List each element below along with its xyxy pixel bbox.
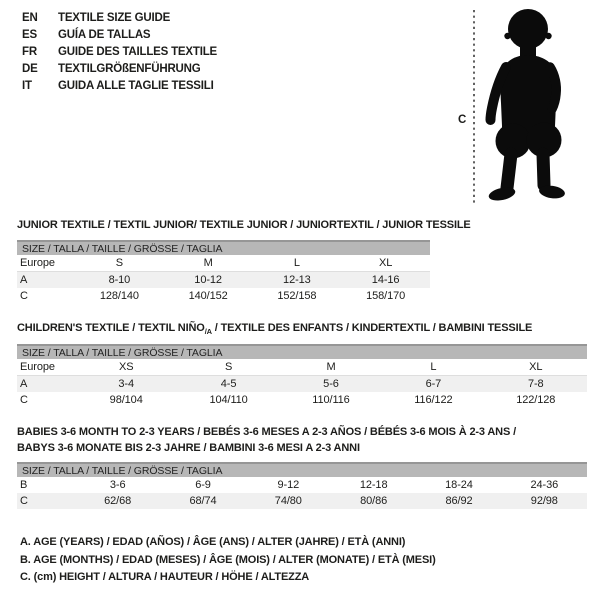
cell: 110/116 bbox=[312, 394, 350, 406]
cell: 3-4 bbox=[75, 376, 177, 393]
col-header: XL bbox=[341, 255, 430, 272]
babies-title-line2: BABYS 3-6 MONATE BIS 2-3 JAHRE / BAMBINI 3-6 MESI A 2-3 ANNI bbox=[17, 442, 360, 454]
baby-leg-right bbox=[543, 154, 544, 185]
cell: 74/80 bbox=[246, 493, 331, 509]
table-row-height bbox=[17, 288, 430, 304]
size-header-label: SIZE / TALLA / TAILLE / GRÖSSE / TAGLIA bbox=[17, 241, 430, 255]
cell: 18-24 bbox=[445, 479, 473, 491]
table-row-months bbox=[17, 477, 587, 493]
legend bbox=[20, 534, 436, 587]
size-header-row bbox=[17, 463, 587, 477]
cell: 6-9 bbox=[195, 479, 211, 491]
lang-row-it bbox=[22, 78, 217, 95]
cell: 12-18 bbox=[359, 479, 388, 491]
row-label: B bbox=[20, 479, 28, 491]
cell: 86/92 bbox=[416, 493, 501, 509]
children-title-post: / TEXTILE DES ENFANTS / KINDERTEXTIL / BAMBINI TESSILE bbox=[211, 322, 533, 334]
lang-code: IT bbox=[22, 80, 32, 92]
cell: 7-8 bbox=[485, 376, 587, 393]
lang-title: TEXTILGRÖßENFÜHRUNG bbox=[58, 63, 201, 75]
col-header: M bbox=[280, 359, 382, 376]
cell: 10-12 bbox=[164, 272, 253, 289]
cell: 24-36 bbox=[530, 479, 559, 491]
height-label: C bbox=[458, 114, 467, 126]
junior-size-table bbox=[17, 240, 430, 304]
size-header-row bbox=[17, 241, 430, 255]
cell: 62/68 bbox=[75, 493, 160, 509]
cell: 140/152 bbox=[188, 290, 228, 302]
row-label: C bbox=[17, 493, 75, 509]
cell: 3-6 bbox=[109, 479, 126, 491]
children-size-table bbox=[17, 344, 587, 408]
lang-code: DE bbox=[22, 63, 38, 75]
children-title-sub: /A bbox=[204, 327, 212, 337]
baby-silhouette bbox=[488, 9, 566, 203]
children-title-pre: CHILDREN'S TEXTILE / TEXTIL NIÑO bbox=[17, 322, 205, 334]
cell: 9-12 bbox=[277, 479, 300, 491]
cell: 128/140 bbox=[99, 290, 139, 302]
cell: 152/158 bbox=[277, 290, 317, 302]
lang-row-es bbox=[22, 27, 217, 44]
row-label: A bbox=[17, 272, 75, 289]
legend-line-c: C. (cm) HEIGHT / ALTURA / HAUTEUR / HÖHE / ALTEZZA bbox=[20, 571, 310, 583]
col-header: S bbox=[75, 255, 164, 272]
size-header-label: SIZE / TALLA / TAILLE / GRÖSSE / TAGLIA bbox=[17, 345, 587, 359]
lang-code: FR bbox=[22, 46, 37, 58]
cell: 4-5 bbox=[177, 376, 279, 393]
table-header-row bbox=[17, 255, 430, 272]
lang-row-de bbox=[22, 61, 217, 78]
language-title-list bbox=[22, 10, 217, 95]
table-row-age bbox=[17, 272, 430, 289]
cell: 8-10 bbox=[75, 272, 164, 289]
col-header: S bbox=[177, 359, 279, 376]
legend-line-b: B. AGE (MONTHS) / EDAD (MESES) / ÂGE (MOIS) / ALTER (MONATE) / ETÀ (MESI) bbox=[20, 553, 436, 566]
babies-size-table bbox=[17, 462, 587, 509]
children-section-title bbox=[17, 320, 532, 340]
col-header: L bbox=[382, 359, 484, 376]
cell: 5-6 bbox=[280, 376, 382, 393]
cell: 98/104 bbox=[109, 394, 143, 406]
col-header: Europe bbox=[17, 255, 75, 272]
lang-title: GUÍA DE TALLAS bbox=[58, 29, 151, 41]
babies-section-title bbox=[17, 424, 516, 456]
toddler-figure bbox=[452, 6, 576, 208]
row-label: C bbox=[20, 394, 28, 406]
table-row-height bbox=[17, 392, 587, 408]
row-label: C bbox=[20, 290, 28, 302]
lang-code: EN bbox=[22, 12, 38, 24]
size-header-row bbox=[17, 345, 587, 359]
baby-ear-right bbox=[545, 33, 551, 39]
cell: 122/128 bbox=[516, 394, 556, 406]
lang-row-fr bbox=[22, 44, 217, 61]
row-label: A bbox=[17, 376, 75, 393]
lang-title: TEXTILE SIZE GUIDE bbox=[58, 12, 171, 24]
col-header: Europe bbox=[17, 359, 75, 376]
lang-title: GUIDE DES TAILLES TEXTILE bbox=[58, 46, 217, 58]
cell: 68/74 bbox=[160, 493, 245, 509]
table-row-height bbox=[17, 493, 587, 509]
cell: 116/122 bbox=[414, 394, 453, 406]
cell: 14-16 bbox=[341, 272, 430, 289]
table-header-row bbox=[17, 359, 587, 376]
babies-title-line1: BABIES 3-6 MONTH TO 2-3 YEARS / BEBÉS 3-6 MESES A 2-3 AÑOS / BÉBÉS 3-6 MOIS À 2-3 ANS / bbox=[17, 426, 516, 438]
col-header: L bbox=[253, 255, 342, 272]
lang-row-en bbox=[22, 10, 217, 27]
cell: 80/86 bbox=[331, 493, 416, 509]
legend-line-a: A. AGE (YEARS) / EDAD (AÑOS) / ÂGE (ANS) / ALTER (JAHRE) / ETÀ (ANNI) bbox=[20, 536, 406, 548]
baby-ear-left bbox=[504, 33, 510, 39]
col-header: XL bbox=[485, 359, 587, 376]
lang-title: GUIDA ALLE TAGLIE TESSILI bbox=[58, 80, 214, 92]
cell: 92/98 bbox=[502, 493, 587, 509]
col-header: XS bbox=[75, 359, 177, 376]
cell: 104/110 bbox=[209, 394, 248, 406]
size-header-label: SIZE / TALLA / TAILLE / GRÖSSE / TAGLIA bbox=[17, 463, 587, 477]
cell: 6-7 bbox=[382, 376, 484, 393]
baby-leg-left bbox=[507, 154, 511, 188]
table-row-age bbox=[17, 376, 587, 393]
lang-code: ES bbox=[22, 29, 37, 41]
junior-section-title: JUNIOR TEXTILE / TEXTIL JUNIOR/ TEXTILE JUNIOR / JUNIORTEXTIL / JUNIOR TESSILE bbox=[17, 219, 471, 231]
col-header: M bbox=[164, 255, 253, 272]
cell: 12-13 bbox=[253, 272, 342, 289]
cell: 158/170 bbox=[366, 290, 406, 302]
